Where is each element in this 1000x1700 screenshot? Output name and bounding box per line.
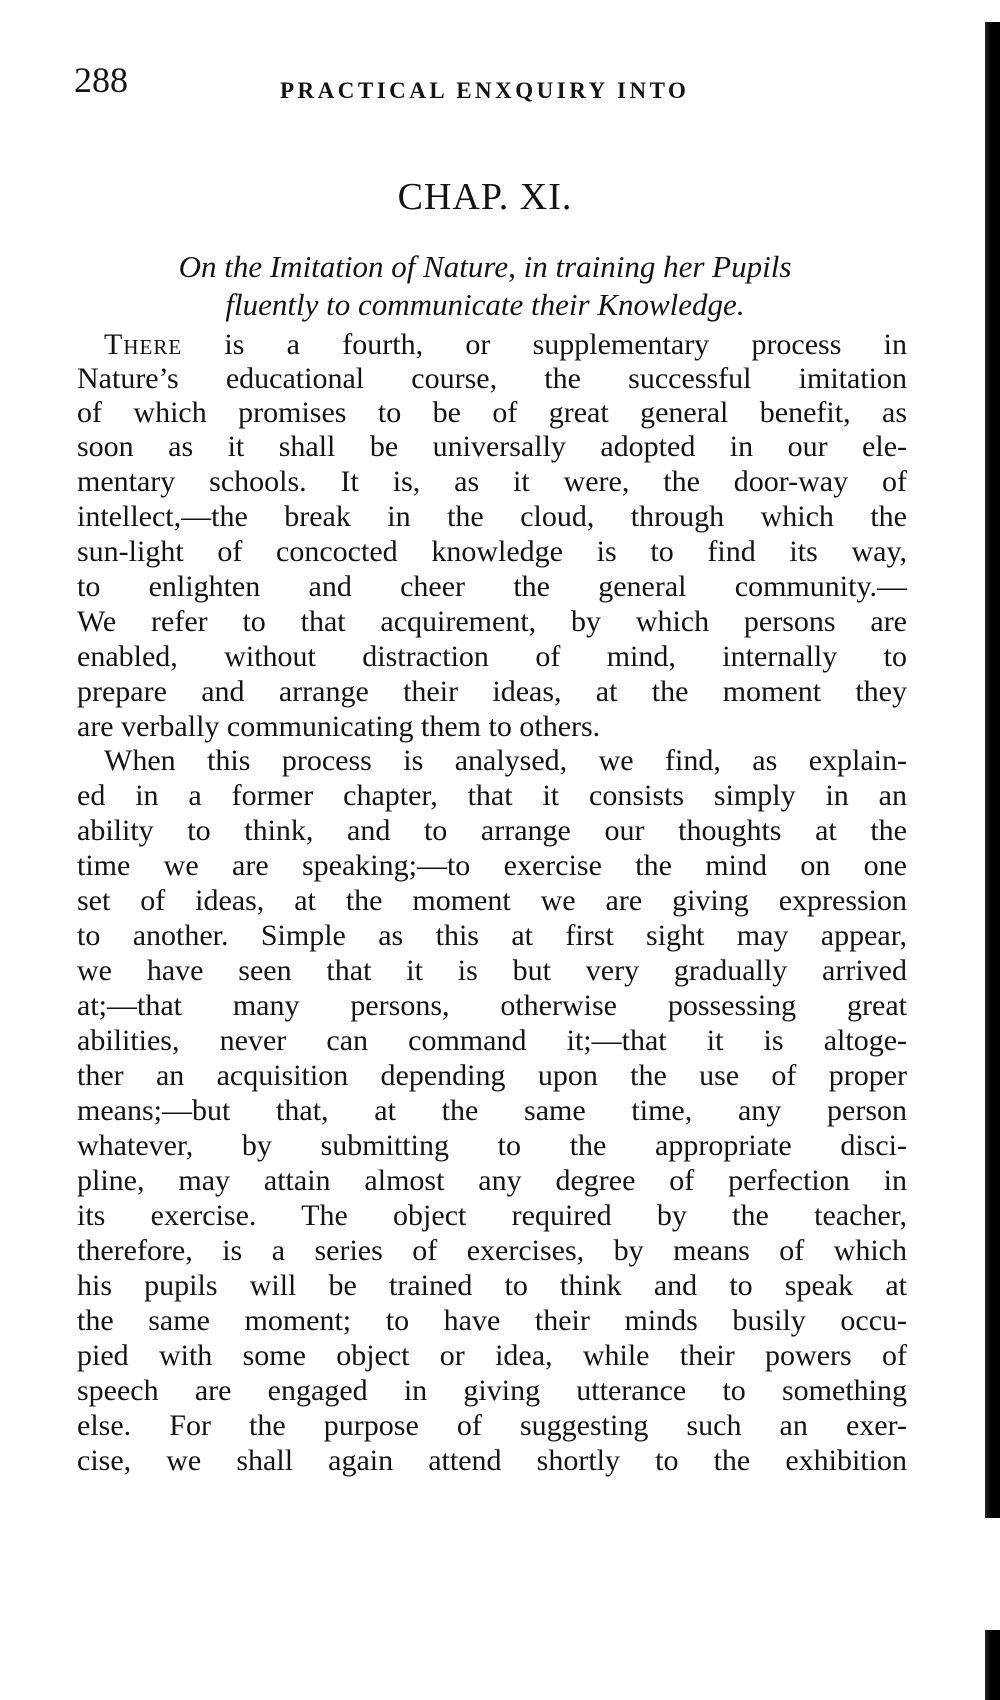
body-line: abilities, never can command it;—that it is altoge- [77, 1024, 907, 1057]
body-line: mentary schools. It is, as it were, the door-way of [77, 465, 907, 498]
body-line: its exercise. The object required by the teacher, [77, 1199, 907, 1232]
body-line [104, 330, 907, 360]
body-line: When this process is analysed, we find, as explain- [104, 744, 907, 777]
body-line: of which promises to be of great general benefit, as [77, 396, 907, 429]
body-line: means;—but that, at the same time, any person [77, 1094, 907, 1127]
body-line: Nature’s educational course, the successful imitation [77, 362, 907, 395]
chapter-title: CHAP. XI. [397, 176, 573, 218]
body-line-text: is a fourth, or supplementary process in [224, 328, 908, 361]
body-line: to another. Simple as this at first sight may appear, [77, 919, 907, 952]
body-line: his pupils will be trained to think and to speak at [77, 1269, 907, 1302]
body-line: soon as it shall be universally adopted in our ele- [77, 430, 907, 463]
body-line: are verbally communicating them to others. [77, 710, 601, 743]
body-line: cise, we shall again attend shortly to the exhibition [77, 1444, 907, 1477]
body-line: ther an acquisition depending upon the use of proper [77, 1059, 907, 1092]
body-line: ability to think, and to arrange our thoughts at the [77, 814, 907, 847]
binding-edge-gap [985, 0, 1000, 22]
body-line: else. For the purpose of suggesting such an exer- [77, 1409, 907, 1442]
body-line: speech are engaged in giving utterance to something [77, 1374, 907, 1407]
body-line: pline, may attain almost any degree of perfection in [77, 1164, 907, 1197]
body-line: to enlighten and cheer the general community.— [77, 570, 907, 603]
body-line: set of ideas, at the moment we are giving expression [77, 884, 907, 917]
body-line: we have seen that it is but very gradually arrived [77, 954, 907, 987]
body-line: prepare and arrange their ideas, at the moment they [77, 675, 907, 708]
body-line: therefore, is a series of exercises, by means of which [77, 1234, 907, 1267]
running-head: PRACTICAL ENXQUIRY INTO [280, 78, 690, 103]
body-line: the same moment; to have their minds busily occu- [77, 1304, 907, 1337]
body-line: ed in a former chapter, that it consists simply in an [77, 779, 907, 812]
body-line: intellect,—the break in the cloud, through which the [77, 500, 907, 533]
drop-word: There [104, 328, 183, 361]
body-line: sun-light of concocted knowledge is to find its way, [77, 535, 907, 568]
body-line: enabled, without distraction of mind, internally to [77, 640, 907, 673]
body-line: at;—that many persons, otherwise possessing great [77, 989, 907, 1022]
body-line: whatever, by submitting to the appropriate disci- [77, 1129, 907, 1162]
body-line: We refer to that acquirement, by which persons are [77, 605, 907, 638]
page-number: 288 [74, 60, 128, 100]
chapter-subtitle-line-2: fluently to communicate their Knowledge. [225, 287, 745, 322]
body-line: time we are speaking;—to exercise the mind on one [77, 849, 907, 882]
binding-edge [985, 0, 1000, 1700]
binding-edge-gap [985, 1518, 1000, 1630]
body-line: pied with some object or idea, while their powers of [77, 1339, 907, 1372]
chapter-subtitle [60, 248, 910, 324]
chapter-subtitle-line-1: On the Imitation of Nature, in training her Pupils [178, 249, 792, 284]
